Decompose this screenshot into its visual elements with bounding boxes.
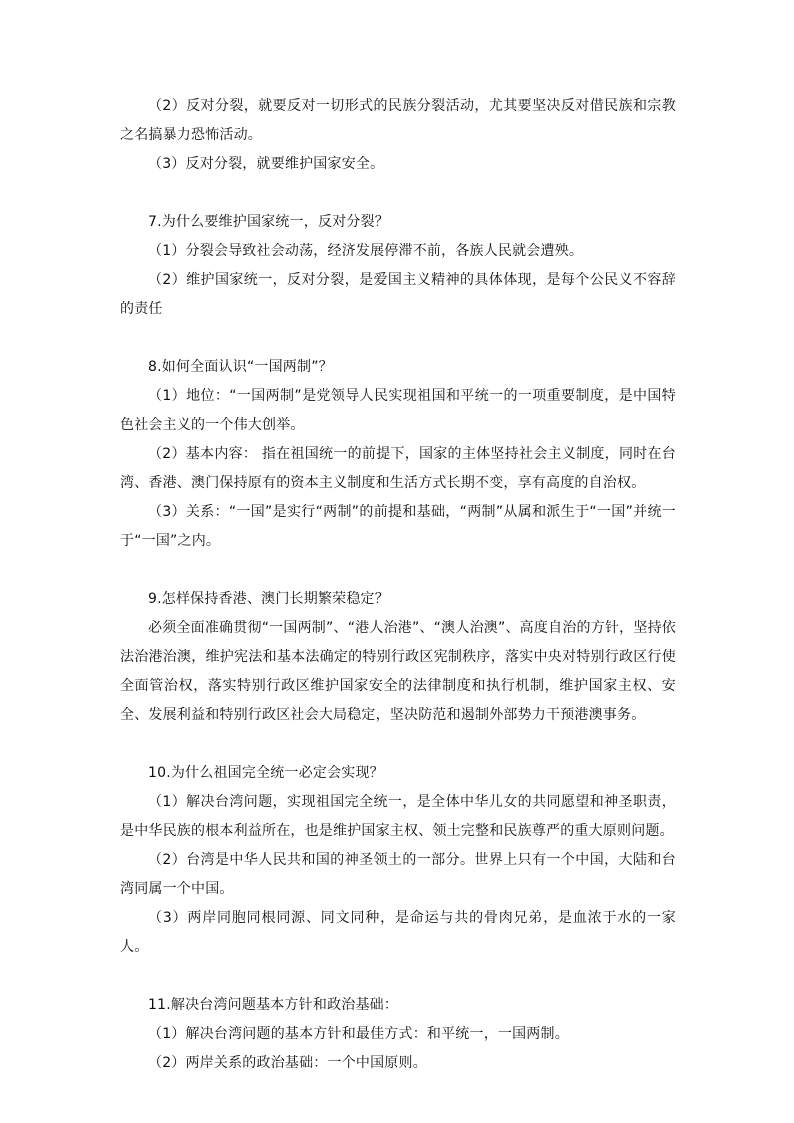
question-8-item-2: （2）基本内容： 指在祖国统一的前提下，国家的主体坚持社会主义制度，同时在台湾、香港、澳门保持原有的资本主义制度和生活方式长期不变，享有高度的自治权。 — [120, 446, 676, 491]
question-7-title: 7.为什么要维护国家统一，反对分裂？ — [148, 214, 389, 230]
paragraph-oppose-separatism-2: （2）反对分裂，就要反对一切形式的民族分裂活动，尤其要坚决反对借民族和宗教之名搞暴力恐怖活动。 — [120, 98, 676, 143]
paragraph-oppose-separatism-3: （3）反对分裂，就要维护国家安全。 — [148, 156, 385, 172]
document-body — [120, 92, 676, 1078]
question-9-title: 9.怎样保持香港、澳门长期繁荣稳定？ — [148, 591, 389, 607]
question-7-item-2: （2）维护国家统一，反对分裂，是爱国主义精神的具体体现，是每个公民义不容辞的责任 — [120, 272, 676, 317]
question-8-item-3: （3）关系：“一国”是实行“两制”的前提和基础，“两制”从属和派生于“一国”并统一于“一国”之内。 — [120, 504, 676, 549]
question-10-item-3: （3）两岸同胞同根同源、同文同种，是命运与共的骨肉兄弟，是血浓于水的一家人。 — [120, 910, 676, 955]
question-9-item-1: 必须全面准确贯彻“一国两制”、“港人治港”、“澳人治澳”、高度自治的方针，坚持依法治港治澳，维护宪法和基本法确定的特别行政区宪制秩序，落实中央对特别行政区行使全面管治权，落实特别行政区维护国家安全的法律制度和执行机制，维护国家主权、安全、发展利益和特别行政区社会大局稳定，坚决防范和遏制外部势力干预港澳事务。 — [120, 620, 676, 723]
question-11-item-2: （2）两岸关系的政治基础：一个中国原则。 — [148, 1055, 427, 1071]
question-11-item-1: （1）解决台湾问题的基本方针和最佳方式：和平统一，一国两制。 — [148, 1026, 569, 1042]
question-8-item-1: （1）地位：“一国两制”是党领导人民实现祖国和平统一的一项重要制度，是中国特色社会主义的一个伟大创举。 — [120, 388, 676, 433]
question-10-title: 10.为什么祖国完全统一必定会实现？ — [148, 765, 384, 781]
question-10-item-1: （1）解决台湾问题，实现祖国完全统一，是全体中华儿女的共同愿望和神圣职责，是中华民族的根本利益所在，也是维护国家主权、领土完整和民族尊严的重大原则问题。 — [120, 794, 676, 839]
question-7-item-1: （1）分裂会导致社会动荡，经济发展停滞不前，各族人民就会遭殃。 — [148, 243, 584, 259]
question-8-title: 8.如何全面认识“一国两制”？ — [148, 359, 333, 375]
question-10-item-2: （2）台湾是中华人民共和国的神圣领土的一部分。世界上只有一个中国，大陆和台湾同属一个中国。 — [120, 852, 676, 897]
question-11-title: 11.解决台湾问题基本方针和政治基础： — [148, 997, 399, 1013]
